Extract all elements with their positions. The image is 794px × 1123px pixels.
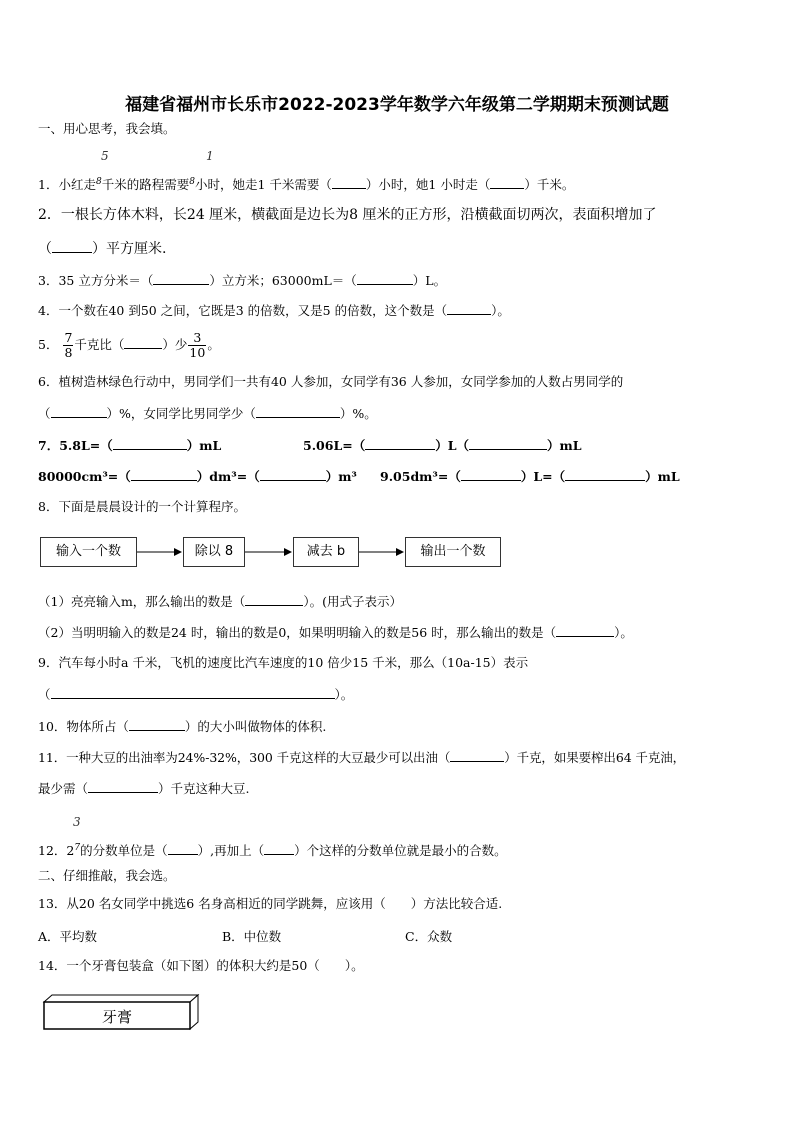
answer-blank[interactable] — [51, 686, 335, 699]
question-9: 9．汽车每小时a 千米，飞机的速度比汽车速度的10 倍少15 千米，那么（10a-15）表示 — [38, 655, 529, 670]
option-a[interactable]: A．平均数 — [38, 929, 98, 944]
q1-frac-a-numerator: 5 — [101, 149, 109, 163]
flow-box-divide: 除以 8 — [183, 537, 245, 567]
flow-box-subtract: 减去 b — [293, 537, 359, 567]
question-13: 13．从20 名女同学中挑选6 名身高相近的同学跳舞，应该用（ ）方法比较合适. — [38, 896, 503, 911]
answer-blank[interactable] — [450, 749, 504, 762]
flow-box-input: 输入一个数 — [40, 537, 137, 567]
fraction-3-10: $\frac{3}{10}$ — [189, 330, 206, 360]
question-4: 4．一个数在40 到50 之间，它既是3 的倍数，又是5 的倍数，这个数是（ ）。 — [38, 303, 510, 318]
question-3: 3．35 立方分米＝（ ）立方米；63000mL＝（ ）L。 — [38, 273, 447, 288]
question-2-line-2: （ ）平方厘米. — [38, 241, 167, 257]
question-7-line-2: 80000cm³=（ ）dm³=（ ）m³ — [38, 469, 357, 484]
option-b[interactable]: B．中位数 — [222, 929, 282, 944]
question-11: 11．一种大豆的出油率为24%-32%，300 千克这样的大豆最少可以出油（ ）千克，如果要榨出64 千克油， — [38, 750, 686, 765]
answer-blank[interactable] — [245, 593, 303, 606]
question-6: 6．植树造林绿色行动中，男同学们一共有40 人参加，女同学有36 人参加，女同学参加的人数占男同学的 — [38, 374, 624, 389]
flow-box-output: 输出一个数 — [405, 537, 501, 567]
question-5: 5． $\frac{7}{8}$ 千克比（ ）少 $\frac{3}{10}$ 。 — [38, 330, 220, 360]
answer-blank[interactable] — [88, 780, 158, 793]
section-2-heading: 二、仔细推敲，我会选。 — [38, 868, 176, 883]
page-title: 福建省福州市长乐市2022-2023学年数学六年级第二学期期末预测试题 — [125, 95, 669, 115]
answer-blank[interactable] — [556, 624, 614, 637]
question-9-line-2: （ ）。 — [38, 687, 354, 702]
question-2: 2．一根长方体木料，长24 厘米，横截面是边长为8 厘米的正方形，沿横截面切两次，表面积增加了 — [38, 207, 657, 223]
question-8-1: （1）亮亮输入m，那么输出的数是（ ）。(用式子表示） — [38, 594, 402, 609]
question-11-line-2: 最少需（ ）千克这种大豆. — [38, 781, 250, 796]
q12-numerator: 3 — [73, 815, 81, 829]
question-7-line-2b: 9.05dm³=（ ）L=（ ）mL — [380, 469, 680, 484]
q1-frac-b-numerator: 1 — [206, 149, 214, 163]
answer-blank[interactable] — [264, 842, 294, 855]
question-1: 1．小红走$^8$千米的路程需要$^8$小时，她走1 千米需要（ ）小时，她1 小时走（ ）千米。 — [38, 177, 575, 193]
fraction-7-8: $\frac{7}{8}$ — [64, 330, 73, 360]
answer-blank[interactable] — [129, 718, 185, 731]
toothpaste-label: 牙膏 — [101, 1008, 132, 1026]
question-14: 14．一个牙膏包装盒（如下图）的体积大约是50（ ）。 — [38, 958, 364, 973]
question-7-line-1b: 5.06L=（ ）L（ ）mL — [303, 438, 582, 453]
question-12: 12．$2^7$的分数单位是（ ）,再加上（ ）个这样的分数单位就是最小的合数。 — [38, 843, 507, 859]
option-c[interactable]: C．众数 — [405, 929, 453, 944]
question-6-line-2: （ ）%，女同学比男同学少（ ）%。 — [38, 406, 377, 421]
question-8: 8．下面是晨晨设计的一个计算程序。 — [38, 499, 246, 514]
question-10: 10．物体所占（ ）的大小叫做物体的体积. — [38, 719, 327, 734]
question-7-line-1: 7．5.8L=（ ）mL — [38, 438, 222, 453]
section-1-heading: 一、用心思考，我会填。 — [38, 121, 176, 136]
question-8-2: （2）当明明输入的数是24 时，输出的数是0，如果明明输入的数是56 时，那么输出的数是（ ）。 — [38, 625, 633, 640]
answer-blank[interactable] — [168, 842, 198, 855]
